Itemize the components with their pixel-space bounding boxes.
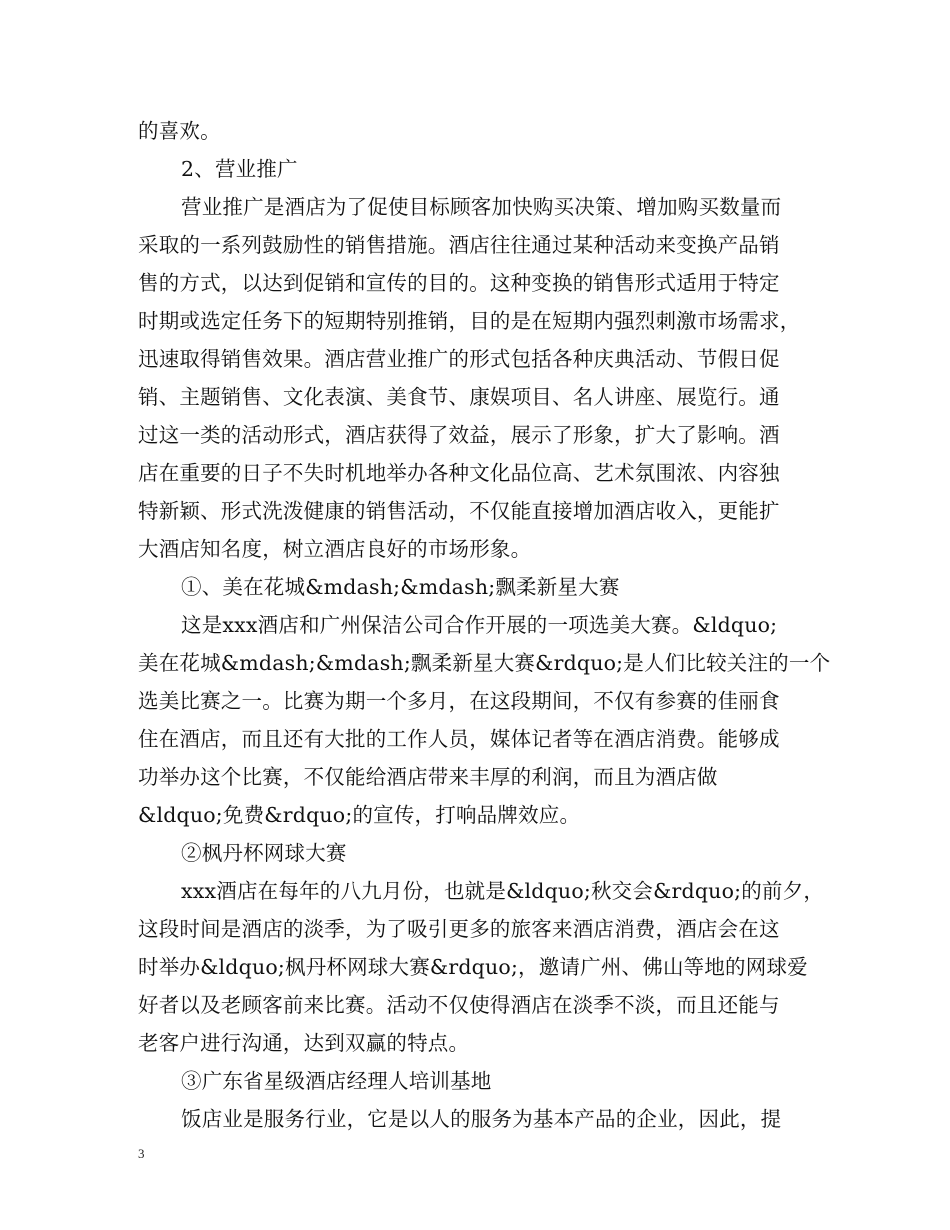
text-line: 的喜欢。 — [138, 119, 221, 143]
text-line: 好者以及老顾客前来比赛。活动不仅使得酒店在淡季不淡，而且还能与 — [138, 993, 780, 1017]
text-line: 大酒店知名度，树立酒店良好的市场形象。 — [138, 537, 532, 561]
text-line: ③广东省星级酒店经理人培训基地 — [181, 1069, 492, 1093]
text-line: 2、营业推广 — [181, 157, 298, 181]
page-number: 3 — [138, 1146, 145, 1161]
text-line: ②枫丹杯网球大赛 — [181, 841, 347, 865]
text-line: 时举办&ldquo;枫丹杯网球大赛&rdquo;，邀请广州、佛山等地的网球爱 — [138, 955, 808, 979]
text-line: 这是xxx酒店和广州保洁公司合作开展的一项选美大赛。&ldquo; — [181, 613, 778, 637]
text-line: 时期或选定任务下的短期特别推销，目的是在短期内强烈刺激市场需求， — [138, 309, 801, 333]
document-body — [138, 112, 831, 1138]
text-line: 选美比赛之一。比赛为期一个多月，在这段期间，不仅有参赛的佳丽食 — [138, 689, 780, 713]
text-line: 这段时间是酒店的淡季，为了吸引更多的旅客来酒店消费，酒店会在这 — [138, 917, 780, 941]
text-line: 饭店业是服务行业，它是以人的服务为基本产品的企业，因此，提 — [181, 1107, 782, 1131]
text-line: 店在重要的日子不失时机地举办各种文化品位高、艺术氛围浓、内容独 — [138, 461, 780, 485]
text-line: &ldquo;免费&rdquo;的宣传，打响品牌效应。 — [138, 803, 581, 827]
text-line: 老客户进行沟通，达到双赢的特点。 — [138, 1031, 470, 1055]
text-line: 过这一类的活动形式，酒店获得了效益，展示了形象，扩大了影响。酒 — [138, 423, 780, 447]
text-line: 住在酒店，而且还有大批的工作人员，媒体记者等在酒店消费。能够成 — [138, 727, 780, 751]
text-line: ①、美在花城&mdash;&mdash;飘柔新星大赛 — [181, 575, 620, 599]
text-line: 采取的一系列鼓励性的销售措施。酒店往往通过某种活动来变换产品销 — [138, 233, 780, 257]
text-line: xxx酒店在每年的八九月份，也就是&ldquo;秋交会&rdquo;的前夕， — [181, 879, 825, 903]
text-line: 美在花城&mdash;&mdash;飘柔新星大赛&rdquo;是人们比较关注的一个 — [138, 651, 831, 675]
text-line: 营业推广是酒店为了促使目标顾客加快购买决策、增加购买数量而 — [181, 195, 782, 219]
text-line: 迅速取得销售效果。酒店营业推广的形式包括各种庆典活动、节假日促 — [138, 347, 780, 371]
text-line: 售的方式，以达到促销和宣传的目的。这种变换的销售形式适用于特定 — [138, 271, 780, 295]
text-line: 销、主题销售、文化表演、美食节、康娱项目、名人讲座、展览行。通 — [138, 385, 780, 409]
text-line: 特新颖、形式洗泼健康的销售活动，不仅能直接增加酒店收入，更能扩 — [138, 499, 780, 523]
text-line: 功举办这个比赛，不仅能给酒店带来丰厚的利润，而且为酒店做 — [138, 765, 718, 789]
